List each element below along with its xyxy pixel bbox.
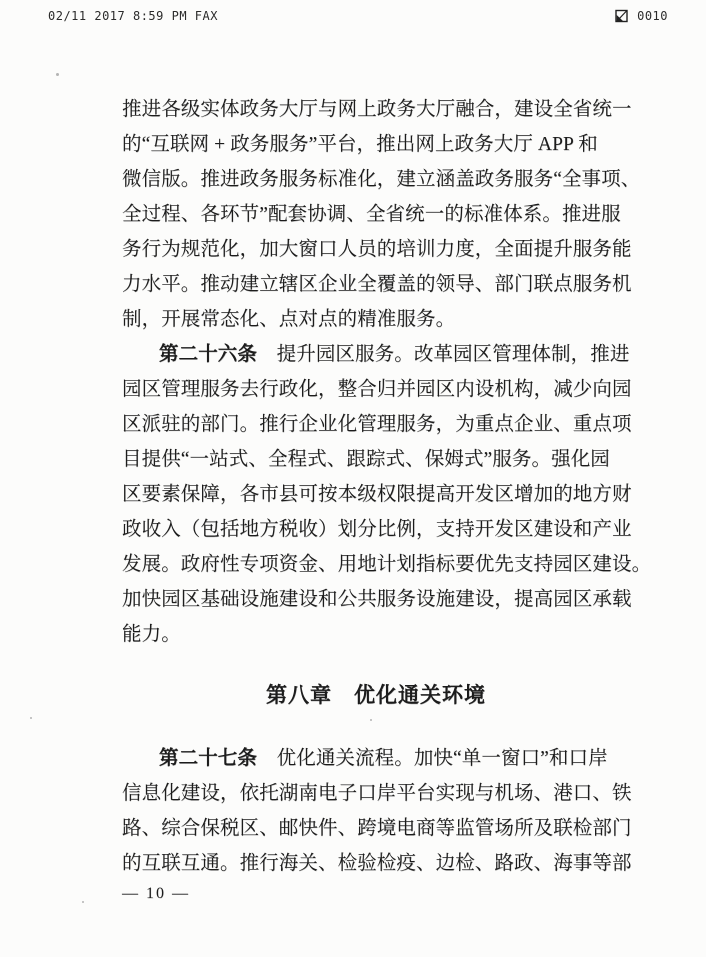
body-line: 园区管理服务去行政化，整合归并园区内设机构，减少向园	[122, 379, 632, 400]
body-line: 推进各级实体政务大厅与网上政务大厅融合，建设全省统一	[122, 99, 632, 120]
page-number: — 10 —	[122, 885, 190, 902]
page-count-icon	[615, 9, 628, 23]
scan-speck	[56, 73, 59, 76]
fax-page-counter	[615, 9, 668, 23]
document-body	[122, 92, 652, 905]
article-27-opening-line	[122, 741, 630, 776]
body-line: 能力。	[122, 624, 181, 645]
body-line: 务行为规范化，加大窗口人员的培训力度，全面提升服务能	[122, 239, 632, 260]
fax-timestamp: 02/11 2017 8:59 PM FAX	[48, 9, 218, 23]
article-26-number: 第二十六条	[159, 344, 258, 365]
body-line: 微信版。推进政务服务标准化，建立涵盖政务服务“全事项、	[122, 169, 641, 190]
body-line: 信息化建设，依托湖南电子口岸平台实现与机场、港口、铁	[122, 783, 632, 804]
fax-header	[48, 9, 668, 23]
body-line: 区派驻的部门。推行企业化管理服务，为重点企业、重点项	[122, 414, 632, 435]
body-line: 的“互联网 + 政务服务”平台，推出网上政务大厅 APP 和	[122, 134, 598, 155]
article-27-opening-text: 优化通关流程。加快“单一窗口”和口岸	[257, 748, 608, 769]
body-line: 目提供“一站式、全程式、跟踪式、保姆式”服务。强化园	[122, 449, 610, 470]
body-line: 发展。政府性专项资金、用地计划指标要优先支持园区建设。	[122, 554, 652, 575]
article-26-opening-line	[122, 337, 630, 372]
body-line: 制，开展常态化、点对点的精准服务。	[122, 309, 456, 330]
body-line: 区要素保障，各市县可按本级权限提高开发区增加的地方财	[122, 484, 632, 505]
scan-speck	[30, 717, 32, 719]
body-line: 力水平。推动建立辖区企业全覆盖的领导、部门联点服务机	[122, 274, 632, 295]
body-line: 加快园区基础设施建设和公共服务设施建设，提高园区承载	[122, 589, 632, 610]
scan-speck	[370, 719, 372, 721]
chapter-heading: 第八章 优化通关环境	[266, 683, 486, 707]
article-27-number: 第二十七条	[159, 748, 258, 769]
scan-speck	[82, 901, 84, 903]
body-line: 政收入（包括地方税收）划分比例，支持开发区建设和产业	[122, 519, 632, 540]
article-26-opening-text: 提升园区服务。改革园区管理体制，推进	[257, 344, 630, 365]
body-line: 全过程、各环节”配套协调、全省统一的标准体系。推进服	[122, 204, 621, 225]
fax-page-count: 0010	[637, 9, 668, 23]
body-line: 路、综合保税区、邮快件、跨境电商等监管场所及联检部门	[122, 818, 632, 839]
body-line: 的互联互通。推行海关、检验检疫、边检、路政、海事等部	[122, 853, 632, 874]
